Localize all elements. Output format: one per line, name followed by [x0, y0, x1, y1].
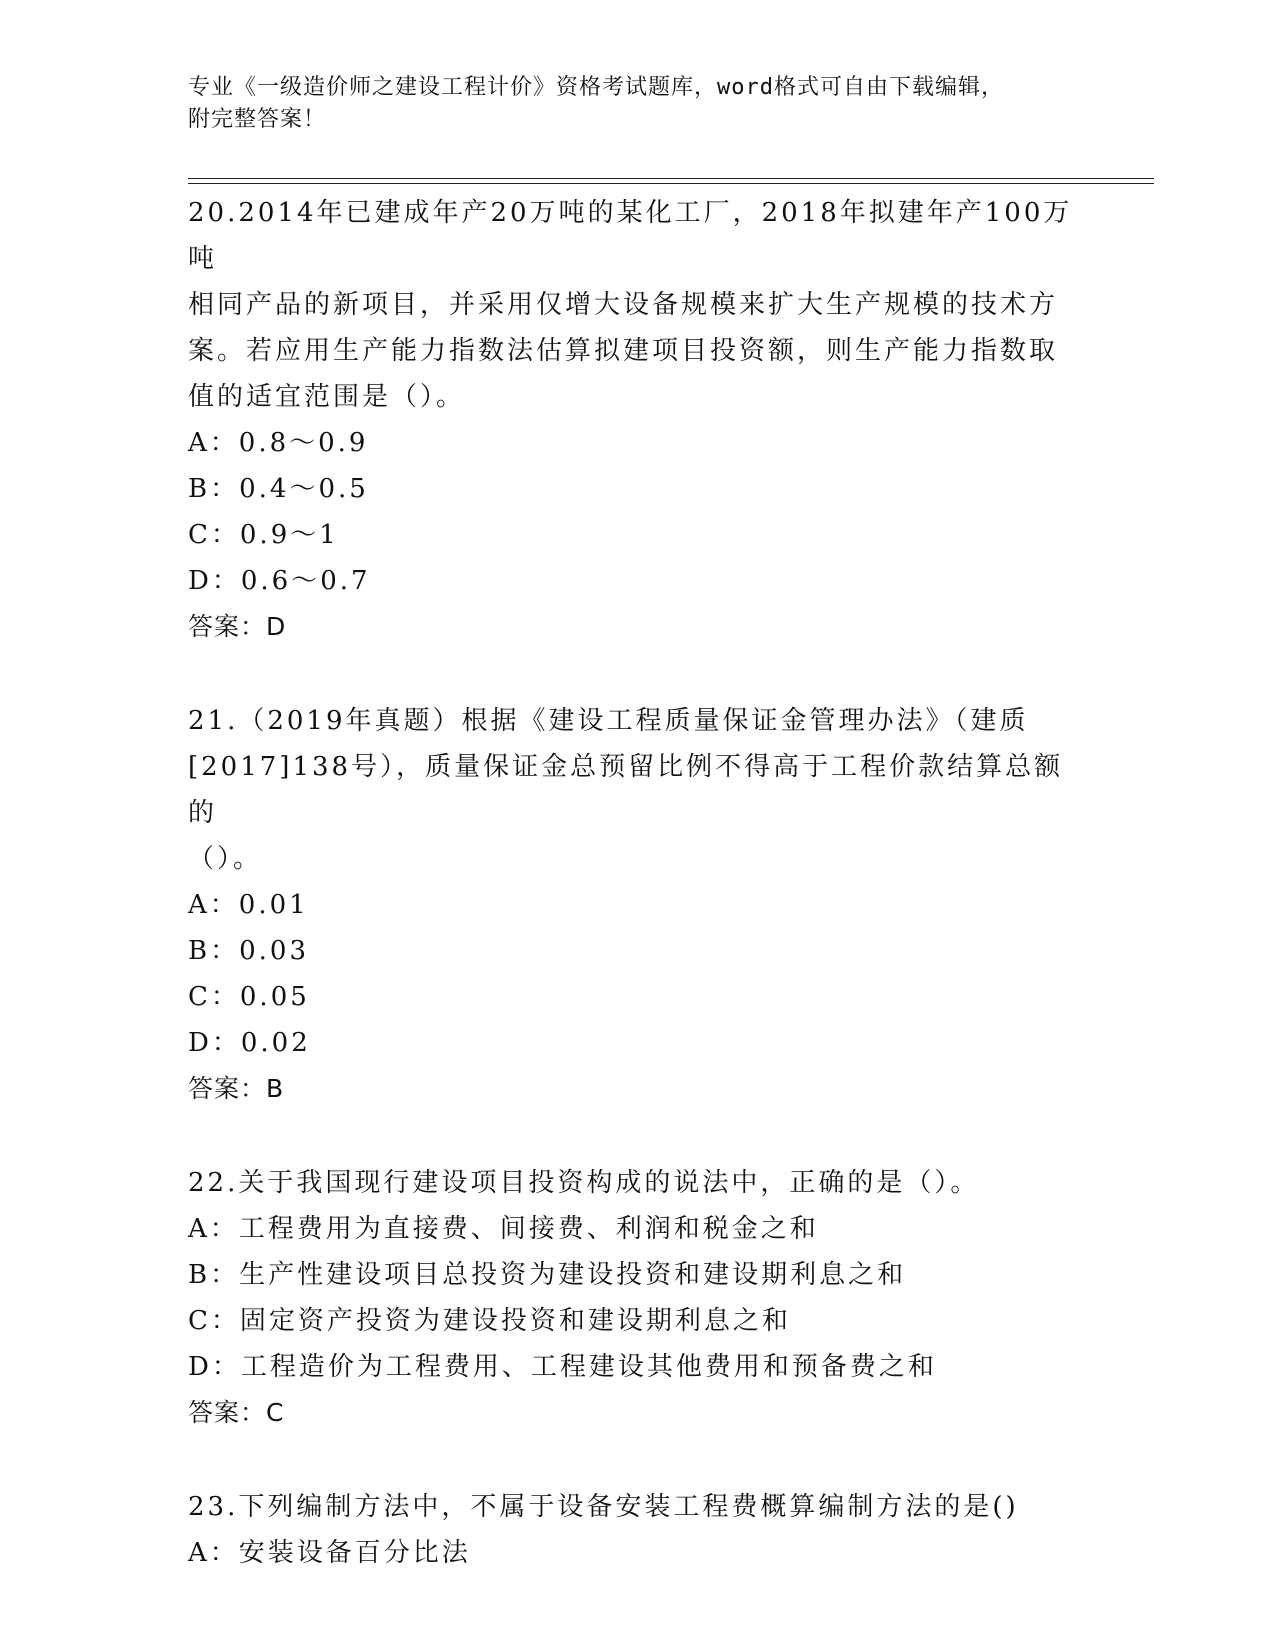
- header-line-1: 专业《一级造价师之建设工程计价》资格考试题库，word格式可自由下载编辑，: [188, 75, 1004, 100]
- answer: 答案：D: [188, 612, 287, 641]
- option-b: B：0.03: [188, 936, 309, 966]
- stem-line: 20.2014年已建成年产20万吨的某化工厂，2018年拟建年产100万吨: [188, 198, 1073, 274]
- stem-line: 22.关于我国现行建设项目投资构成的说法中，正确的是（）。: [188, 1168, 980, 1198]
- option-d: D：工程造价为工程费用、工程建设其他费用和预备费之和: [188, 1352, 937, 1382]
- answer: 答案：C: [188, 1398, 285, 1427]
- question-stem: [188, 1160, 1078, 1206]
- option-c: C：0.9～1: [188, 520, 339, 550]
- option-b: B：生产性建设项目总投资为建设投资和建设期利息之和: [188, 1260, 907, 1290]
- question-23: [188, 1484, 1088, 1576]
- question-21: [188, 698, 1088, 1112]
- option-d: D：0.6～0.7: [188, 566, 371, 596]
- option-c: C：0.05: [188, 982, 310, 1012]
- option-a: A：0.8～0.9: [188, 428, 369, 458]
- stem-line: 值的适宜范围是（）。: [188, 382, 466, 412]
- question-22: [188, 1160, 1088, 1436]
- question-stem: [188, 190, 1078, 420]
- stem-line: （）。: [188, 844, 263, 874]
- stem-line: [2017]138号），质量保证金总预留比例不得高于工程价款结算总额的: [188, 752, 1064, 828]
- option-a: A：安装设备百分比法: [188, 1538, 471, 1568]
- stem-line: 23.下列编制方法中，不属于设备安装工程费概算编制方法的是(): [188, 1492, 1019, 1522]
- header-line-2: 附完整答案！: [188, 107, 327, 132]
- stem-line: 案。若应用生产能力指数法估算拟建项目投资额，则生产能力指数取: [188, 336, 1059, 366]
- stem-line: 21.（2019年真题）根据《建设工程质量保证金管理办法》（建质: [188, 706, 1029, 736]
- question-stem: [188, 1484, 1078, 1530]
- question-list: [188, 190, 1088, 1624]
- question-stem: [188, 698, 1078, 882]
- option-a: A：0.01: [188, 890, 309, 920]
- option-b: B：0.4～0.5: [188, 474, 369, 504]
- option-c: C：固定资产投资为建设投资和建设期利息之和: [188, 1306, 791, 1336]
- question-20: [188, 190, 1088, 650]
- header-divider-top: [188, 178, 1154, 179]
- document-header: [188, 72, 1068, 136]
- answer: 答案：B: [188, 1074, 285, 1103]
- option-a: A：工程费用为直接费、间接费、利润和税金之和: [188, 1214, 819, 1244]
- option-d: D：0.02: [188, 1028, 311, 1058]
- header-divider-bottom: [188, 183, 1154, 184]
- stem-line: 相同产品的新项目，并采用仅增大设备规模来扩大生产规模的技术方: [188, 290, 1059, 320]
